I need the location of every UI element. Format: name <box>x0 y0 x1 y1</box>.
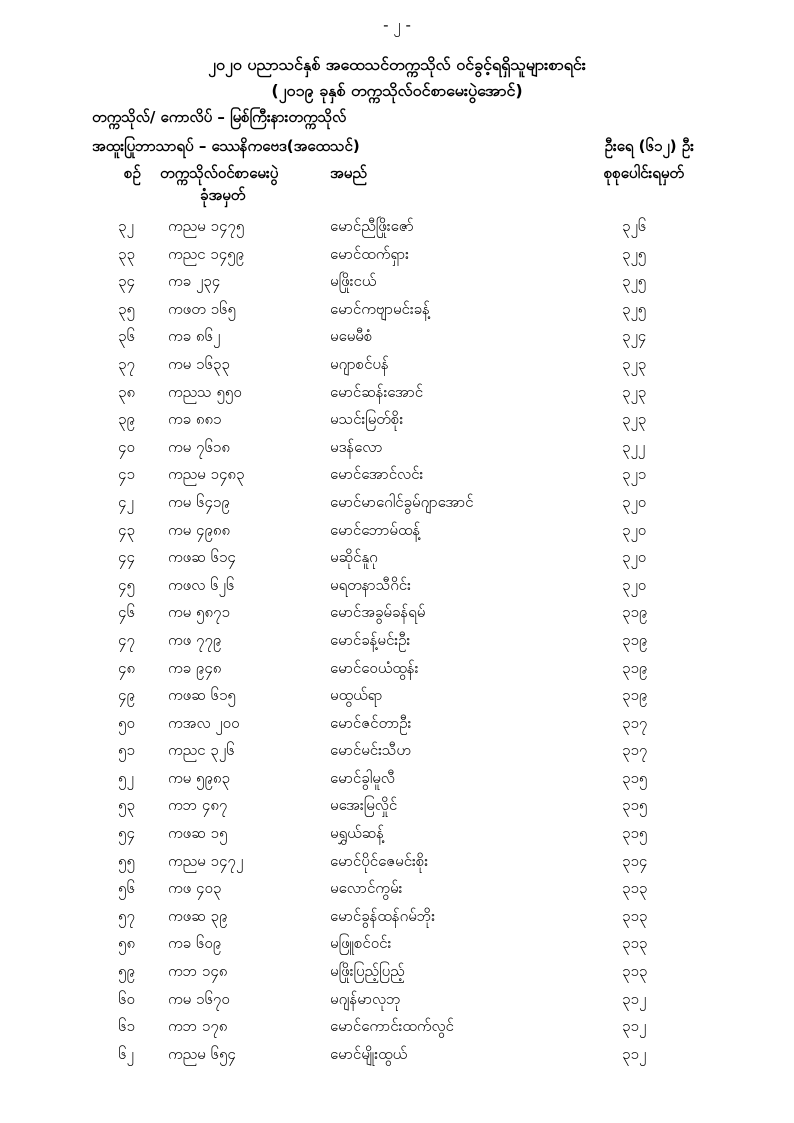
row-seq: ၄၅ <box>118 575 135 594</box>
row-name: မမေမီစံ <box>330 327 373 346</box>
row-roll-number: ကညင ၁၄၅၉ <box>168 244 245 263</box>
table-row <box>0 962 794 990</box>
row-marks: ၃၁၂ <box>622 1017 647 1036</box>
row-marks: ၃၁၅ <box>622 768 648 787</box>
row-roll-number: ကဖ ၇၇၉ <box>168 630 222 649</box>
table-row <box>0 355 794 383</box>
row-name: မောင်ဆန်းအောင် <box>330 382 424 401</box>
row-name: မောင်ဘောမ်ထန့် <box>330 520 421 539</box>
row-marks: ၃၁၉ <box>622 686 648 705</box>
row-roll-number: ကခ ၆၀၉ <box>168 934 222 953</box>
header-roll-number-line-2: ခုံအမှတ် <box>200 186 246 204</box>
row-marks: ၃၁၄ <box>622 851 648 870</box>
row-roll-number: ကညမ ၁၄၇၅ <box>168 217 245 235</box>
row-roll-number: ကဖလ ၆၂၆ <box>168 575 235 594</box>
row-roll-number: ကဘ ၄၈၇ <box>168 796 228 815</box>
row-name: မောင်ခွန်ထန်ဂမ်ဘိုး <box>330 906 436 925</box>
row-name: မဖြိုးပြည့်ပြည့် <box>330 962 405 981</box>
table-row <box>0 659 794 687</box>
row-marks: ၃၁၉ <box>622 603 648 622</box>
row-name: မောင်ကဗျာမင်းခန့် <box>330 299 430 318</box>
row-name: မဂျန်မာလုဘု <box>330 989 401 1008</box>
row-name: မောင်ခွါမူလီ <box>330 768 395 787</box>
row-name: မောင်မာဂေါင်ခွမ်ဂျာအောင် <box>330 492 474 511</box>
row-roll-number: ကညမ ၁၄၇၂ <box>168 851 244 870</box>
row-name: မောင်ထက်ရှား <box>330 244 409 263</box>
table-row <box>0 824 794 852</box>
table-row <box>0 245 794 273</box>
table-row <box>0 493 794 521</box>
row-roll-number: ကညမ ၁၄၈၃ <box>168 465 245 484</box>
row-roll-number: ကမ ၅၉၈၃ <box>168 768 230 787</box>
row-marks: ၃၁၃ <box>622 879 648 898</box>
row-seq: ၄၁ <box>118 465 135 484</box>
row-seq: ၃၃ <box>118 244 135 263</box>
row-roll-number: ကဘ ၁၄၈ <box>168 962 228 981</box>
row-marks: ၃၂၅ <box>622 299 647 318</box>
row-marks: ၃၁၃ <box>622 934 648 953</box>
document-subtitle: (၂၀၁၉ ခုနှစ် တက္ကသိုလ်ဝင်စာမေးပွဲအောင်) <box>271 81 523 100</box>
row-name: မဂျာစင်ပန် <box>330 354 389 373</box>
row-seq: ၅၄ <box>118 824 135 843</box>
table-row <box>0 741 794 769</box>
row-marks: ၃၂၃ <box>622 382 647 401</box>
row-name: မောင်အောင်လင်း <box>330 465 424 484</box>
row-seq: ၄၉ <box>118 686 135 705</box>
row-seq: ၅၀ <box>118 713 135 732</box>
row-marks: ၃၁၅ <box>622 824 648 843</box>
row-name: မရတနာသီဂိင်း <box>330 575 411 594</box>
table-row <box>0 217 794 245</box>
row-roll-number: ကအလ ၂၀၀ <box>168 713 240 732</box>
row-roll-number: ကဖတ ၁၆၅ <box>168 299 236 318</box>
row-name: မောင်ဝေယံထွန်း <box>330 658 419 677</box>
row-roll-number: ကခ ၂၃၄ <box>168 272 221 291</box>
table-row <box>0 576 794 604</box>
row-seq: ၆၂ <box>118 1044 134 1063</box>
row-marks: ၃၂၀ <box>622 520 647 539</box>
table-row <box>0 548 794 576</box>
row-marks: ၃၂၃ <box>622 410 647 429</box>
row-name: မအေးမြလှိုင် <box>330 796 398 815</box>
row-seq: ၃၂ <box>118 217 134 235</box>
row-marks: ၃၁၇ <box>622 741 648 760</box>
row-seq: ၅၈ <box>118 934 136 953</box>
row-roll-number: ကခ ၉၄၈ <box>168 658 222 677</box>
row-seq: ၆၁ <box>118 1017 135 1036</box>
row-roll-number: ကမ ၄၉၈၈ <box>168 520 231 539</box>
table-row <box>0 521 794 549</box>
row-marks: ၃၁၂ <box>622 1044 647 1063</box>
document-title: ၂၀၂၀ ပညာသင်နှစ် အထေသင်တက္ကသိုလ် ဝင်ခွင့်ရရှိသူများစာရင်း <box>208 55 586 74</box>
table-row <box>0 1045 794 1073</box>
row-name: မောင်အခွမ်ခန်ရမ် <box>330 603 426 622</box>
row-marks: ၃၁၇ <box>622 713 648 732</box>
row-name: မလောင်ကွမ်း <box>330 879 403 898</box>
table-row <box>0 990 794 1018</box>
row-roll-number: ကညမ ၆၅၄ <box>168 1044 236 1063</box>
row-seq: ၄၄ <box>118 548 135 567</box>
row-seq: ၃၄ <box>118 272 135 291</box>
row-roll-number: ကဖဆ ၆၁၅ <box>168 686 236 705</box>
table-row <box>0 879 794 907</box>
row-marks: ၃၂၅ <box>622 272 647 291</box>
page-number: - ၂ - <box>383 16 411 34</box>
table-row <box>0 686 794 714</box>
row-name: မဖြိုးငယ် <box>330 272 377 291</box>
student-count: ဦးရေ (၆၁၂) ဦး <box>604 137 694 155</box>
row-seq: ၃၇ <box>118 354 135 373</box>
table-row <box>0 383 794 411</box>
row-marks: ၃၂၀ <box>622 548 647 567</box>
row-marks: ၃၂၅ <box>622 244 647 263</box>
row-marks: ၃၁၂ <box>622 989 647 1008</box>
table-row <box>0 934 794 962</box>
row-seq: ၅၉ <box>118 962 135 981</box>
row-marks: ၃၁၃ <box>622 962 648 981</box>
row-name: မောင်မင်းသီဟ <box>330 741 412 760</box>
row-name: မသင်းမြတ်စိုး <box>330 410 404 429</box>
row-roll-number: ကမ ၅၈၇၁ <box>168 603 230 622</box>
row-seq: ၅၁ <box>118 741 135 760</box>
row-name: မထွယ်ရာ <box>330 686 383 705</box>
row-seq: ၅၂ <box>118 768 134 787</box>
row-roll-number: ကဖ ၄၀၃ <box>168 879 222 898</box>
table-row <box>0 438 794 466</box>
table-row <box>0 272 794 300</box>
row-name: မောင်ခန့်မင်းဦး <box>330 630 411 649</box>
table-row <box>0 852 794 880</box>
row-roll-number: ကမ ၇၆၁၈ <box>168 437 230 456</box>
row-marks: ၃၂၀ <box>622 492 647 511</box>
row-seq: ၃၆ <box>118 327 135 346</box>
university-label: တက္ကသိုလ်/ ကောလိပ် – မြစ်ကြီးနားတက္ကသိုလ် <box>92 108 347 126</box>
row-marks: ၃၂၆ <box>622 217 647 235</box>
row-marks: ၃၁၅ <box>622 796 648 815</box>
row-roll-number: ကမ ၁၆၇၀ <box>168 989 230 1008</box>
row-roll-number: ကမ ၁၆၃၃ <box>168 354 230 373</box>
row-roll-number: ကမ ၆၄၁၉ <box>168 492 230 511</box>
table-row <box>0 769 794 797</box>
row-roll-number: ကဖဆ ၆၁၄ <box>168 548 236 567</box>
row-roll-number: ကခ ၈၈၁ <box>168 410 222 429</box>
row-seq: ၄၇ <box>118 630 135 649</box>
row-marks: ၃၁၉ <box>622 658 648 677</box>
row-marks: ၃၂၀ <box>622 575 647 594</box>
row-seq: ၄၀ <box>118 437 135 456</box>
table-row <box>0 300 794 328</box>
table-row <box>0 631 794 659</box>
row-seq: ၅၇ <box>118 906 135 925</box>
row-name: မရွှယ်ဆန့် <box>330 824 385 843</box>
row-name: မဒန်လော <box>330 437 383 456</box>
table-row <box>0 465 794 493</box>
table-row <box>0 603 794 631</box>
row-marks: ၃၂၃ <box>622 354 647 373</box>
row-marks: ၃၂၁ <box>622 465 647 484</box>
row-name: မောင်မျိုးထွယ် <box>330 1044 408 1063</box>
row-roll-number: ကဖဆ ၃၉ <box>168 906 228 925</box>
row-seq: ၄၃ <box>118 520 135 539</box>
row-seq: ၄၆ <box>118 603 135 622</box>
header-seq: စဉ် <box>124 164 141 182</box>
row-name: မဖြူစင်ဝင်း <box>330 934 392 953</box>
table-row <box>0 907 794 935</box>
row-name: မောင်ကောင်းထက်လွင် <box>330 1017 454 1036</box>
row-roll-number: ကခ ၈၆၂ <box>168 327 221 346</box>
row-seq: ၃၈ <box>118 382 136 401</box>
header-total-marks: စုစုပေါင်းရမှတ် <box>603 164 684 182</box>
row-roll-number: ကညင ၃၂၆ <box>168 741 235 760</box>
results-table <box>0 217 794 1072</box>
row-seq: ၅၆ <box>118 879 135 898</box>
department-label: အထူးပြုဘာသာရပ် – ဿေနိကဗေဒ(အထေသင်) <box>92 137 360 155</box>
row-seq: ၄၈ <box>118 658 136 677</box>
row-seq: ၅၃ <box>118 796 135 815</box>
table-row <box>0 410 794 438</box>
header-roll-number: တက္ကသိုလ်ဝင်စာမေးပွဲ <box>160 164 279 182</box>
row-roll-number: ကညသ ၅၅၀ <box>168 382 242 401</box>
row-seq: ၃၉ <box>118 410 135 429</box>
row-seq: ၆၀ <box>118 989 135 1008</box>
row-marks: ၃၁၃ <box>622 906 648 925</box>
row-marks: ၃၁၉ <box>622 630 648 649</box>
row-roll-number: ကဖဆ ၁၅ <box>168 824 228 843</box>
table-row <box>0 1017 794 1045</box>
row-name: မောင်ပိုင်ဇေမင်းစိုး <box>330 851 429 870</box>
row-seq: ၃၅ <box>118 299 135 318</box>
row-name: မောင်ညီဖြိုးဇော် <box>330 217 414 235</box>
row-marks: ၃၂၂ <box>622 437 646 456</box>
row-name: မဆိုင်နူဂု <box>330 548 378 567</box>
row-roll-number: ကဘ ၁၇၈ <box>168 1017 228 1036</box>
header-name: အမည် <box>330 164 367 182</box>
row-marks: ၃၂၄ <box>622 327 647 346</box>
row-seq: ၄၂ <box>118 492 134 511</box>
row-seq: ၅၅ <box>118 851 135 870</box>
table-row <box>0 714 794 742</box>
row-name: မောင်ဇင်တာဦး <box>330 713 412 732</box>
table-row <box>0 796 794 824</box>
table-row <box>0 327 794 355</box>
